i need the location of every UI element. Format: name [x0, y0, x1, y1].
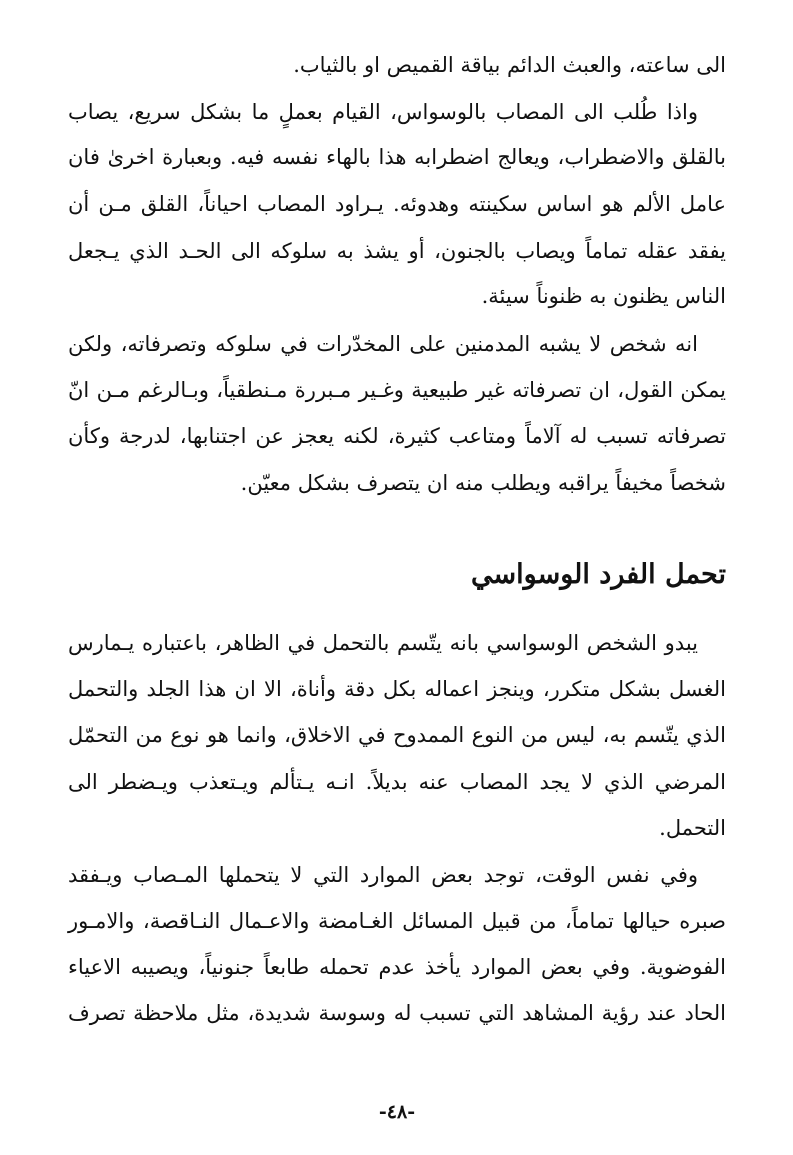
text-line: عامل الألم هو اساس سكينته وهدوئه. يـراود المصاب احياناً، القلق مـن أن	[68, 192, 726, 216]
text-line: شخصاً مخيفاً يراقبه ويطلب منه ان يتصرف بشكل معيّن.	[240, 471, 726, 495]
text-line: يفقد عقله تماماً ويصاب بالجنون، أو يشذ به سلوكه الى الحـد الذي يـجعل	[68, 239, 726, 263]
text-line: صبره حيالها تماماً، من قبيل المسائل الغـامضة والاعـمال النـاقصة، والامـور	[68, 909, 726, 933]
text-line: الناس يظنون به ظنوناً سيئة.	[481, 284, 726, 308]
text-line: تصرفاته تسبب له آلاماً ومتاعب كثيرة، لكنه يعجز عن اجتنابها، لدرجة وكأن	[68, 424, 726, 448]
book-page	[68, 0, 726, 1155]
text-line: يبدو الشخص الوسواسي بانه يتّسم بالتحمل في الظاهر، باعتباره يـمارس	[68, 631, 698, 655]
text-line: الفوضوية. وفي بعض الموارد يأخذ عدم تحمله طابعاً جنونياً، ويصيبه الاعياء	[68, 955, 726, 979]
text-line: واذا طُلب الى المصاب بالوسواس، القيام بعملٍ ما بشكل سريع، يصاب	[68, 100, 698, 124]
text-line: وفي نفس الوقت، توجد بعض الموارد التي لا يتحملها المـصاب ويـفقد	[68, 863, 698, 887]
text-line: المرضي الذي لا يجد المصاب عنه بديلاً. انـه يـتألم ويـتعذب ويـضطر الى	[68, 770, 726, 794]
text-line: الى ساعته، والعبث الدائم بياقة القميص او بالثياب.	[293, 53, 726, 77]
text-line: الحاد عند رؤية المشاهد التي تسبب له وسوسة شديدة، مثل ملاحظة تصرف	[68, 1001, 726, 1025]
text-line: بالقلق والاضطراب، ويعالج اضطرابه هذا بالهاء نفسه فيه. وبعبارة اخرىٰ فان	[68, 145, 726, 169]
page-number: -٤٨-	[378, 1101, 416, 1123]
text-line: الذي يتّسم به، ليس من النوع الممدوح في الاخلاق، وانما هو نوع من التحمّل	[68, 723, 726, 747]
text-line: يمكن القول، ان تصرفاته غير طبيعية وغـير مـبررة مـنطقياً، وبـالرغم مـن انّ	[68, 378, 726, 402]
text-line: الغسل بشكل متكرر، وينجز اعماله بكل دقة وأناة، الا ان هذا الجلد والتحمل	[68, 677, 726, 701]
text-line: انه شخص لا يشبه المدمنين على المخدّرات في سلوكه وتصرفاته، ولكن	[68, 332, 698, 356]
text-line: التحمل.	[659, 816, 726, 840]
section-heading: تحمل الفرد الوسواسي	[471, 559, 726, 590]
